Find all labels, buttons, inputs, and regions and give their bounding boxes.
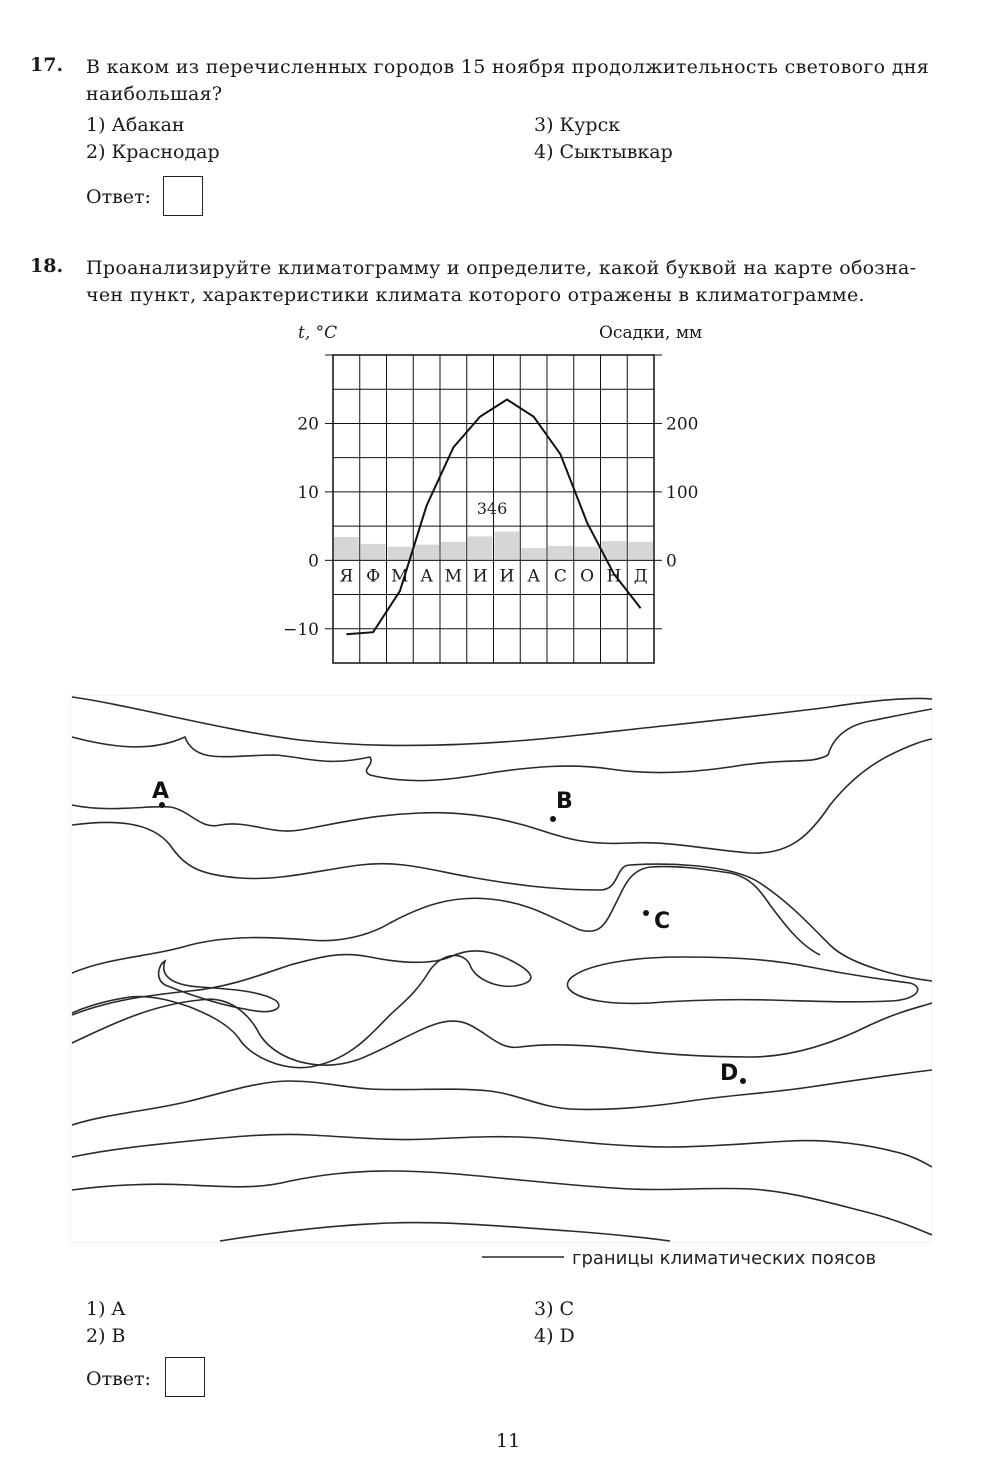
legend-label: границы климатических поясов bbox=[572, 1248, 877, 1269]
point-d-marker bbox=[740, 1078, 746, 1084]
month-label: А bbox=[527, 566, 541, 587]
month-label: Д bbox=[633, 566, 648, 587]
legend-graphic bbox=[480, 1245, 940, 1271]
q17-text-line2: наибольшая? bbox=[86, 83, 223, 105]
month-label: Ф bbox=[366, 566, 381, 587]
annual-precip-label: 346 bbox=[476, 499, 508, 518]
temp-tick-labels bbox=[283, 414, 319, 639]
precip-bar bbox=[388, 547, 413, 561]
precip-bar bbox=[361, 544, 386, 560]
month-label: М bbox=[391, 566, 409, 587]
precip-bar bbox=[414, 545, 439, 561]
q17-answer-label: Ответ: bbox=[86, 186, 151, 208]
point-b-marker bbox=[550, 816, 556, 822]
q18-text-line1: Проанализируйте климатограмму и определите, какой буквой на карте обозна- bbox=[86, 257, 917, 279]
temp-tick-label: 0 bbox=[308, 551, 319, 572]
precip-bar bbox=[575, 547, 600, 561]
q17-option-4[interactable]: 4) Сыктывкар bbox=[534, 141, 673, 163]
temp-tick-label: 10 bbox=[297, 482, 319, 503]
point-d-label: D bbox=[720, 1061, 739, 1086]
q18-option-2[interactable]: 2) B bbox=[86, 1325, 126, 1347]
q18-number: 18. bbox=[30, 255, 64, 277]
point-a-label: A bbox=[152, 779, 170, 804]
climatogram bbox=[0, 0, 1000, 680]
precip-bar bbox=[334, 537, 359, 560]
q17-number: 17. bbox=[30, 54, 64, 76]
temp-axis-label: t, °C bbox=[298, 323, 338, 343]
temp-tick-label: 20 bbox=[297, 414, 319, 435]
precip-bar bbox=[628, 542, 653, 560]
point-c-label: C bbox=[654, 909, 671, 934]
point-c-marker bbox=[643, 910, 649, 916]
q17-text-line1: В каком из перечисленных городов 15 ноября продолжительность светового дня bbox=[86, 56, 929, 78]
month-label: А bbox=[420, 566, 434, 587]
month-label: О bbox=[580, 566, 595, 587]
map-legend bbox=[480, 1245, 940, 1271]
q18-option-4[interactable]: 4) D bbox=[534, 1325, 575, 1347]
month-label: И bbox=[499, 566, 515, 587]
precip-bar bbox=[495, 532, 520, 561]
precip-bar bbox=[521, 548, 546, 560]
precip-tick-label: 200 bbox=[666, 414, 699, 435]
month-label: Н bbox=[606, 566, 622, 587]
map-frame bbox=[70, 695, 932, 1243]
q18-answer-label: Ответ: bbox=[86, 1368, 151, 1390]
page-number: 11 bbox=[496, 1430, 521, 1452]
precip-bar bbox=[548, 546, 573, 560]
precip-tick-labels bbox=[666, 414, 698, 571]
month-label: Я bbox=[339, 566, 354, 587]
month-label: М bbox=[444, 566, 463, 587]
q17-option-2[interactable]: 2) Краснодар bbox=[86, 141, 220, 163]
q17-option-3[interactable]: 3) Курск bbox=[534, 114, 621, 136]
precip-axis-label: Осадки, мм bbox=[599, 323, 703, 343]
q17-option-1[interactable]: 1) Абакан bbox=[86, 114, 185, 136]
q18-text-line2: чен пункт, характеристики климата которого отражены в климатограмме. bbox=[86, 284, 865, 306]
precip-bar bbox=[441, 542, 466, 560]
q18-answer-box[interactable] bbox=[165, 1357, 205, 1397]
precip-tick-label: 100 bbox=[666, 482, 699, 503]
precip-bar bbox=[468, 536, 493, 560]
month-label: С bbox=[553, 566, 567, 587]
q18-option-1[interactable]: 1) A bbox=[86, 1298, 126, 1320]
q18-option-3[interactable]: 3) C bbox=[534, 1298, 575, 1320]
month-label: И bbox=[472, 566, 488, 587]
temp-tick-label: −10 bbox=[283, 619, 319, 640]
point-b-label: B bbox=[556, 789, 573, 814]
precip-tick-label: 0 bbox=[666, 551, 677, 572]
climate-map bbox=[70, 695, 932, 1243]
